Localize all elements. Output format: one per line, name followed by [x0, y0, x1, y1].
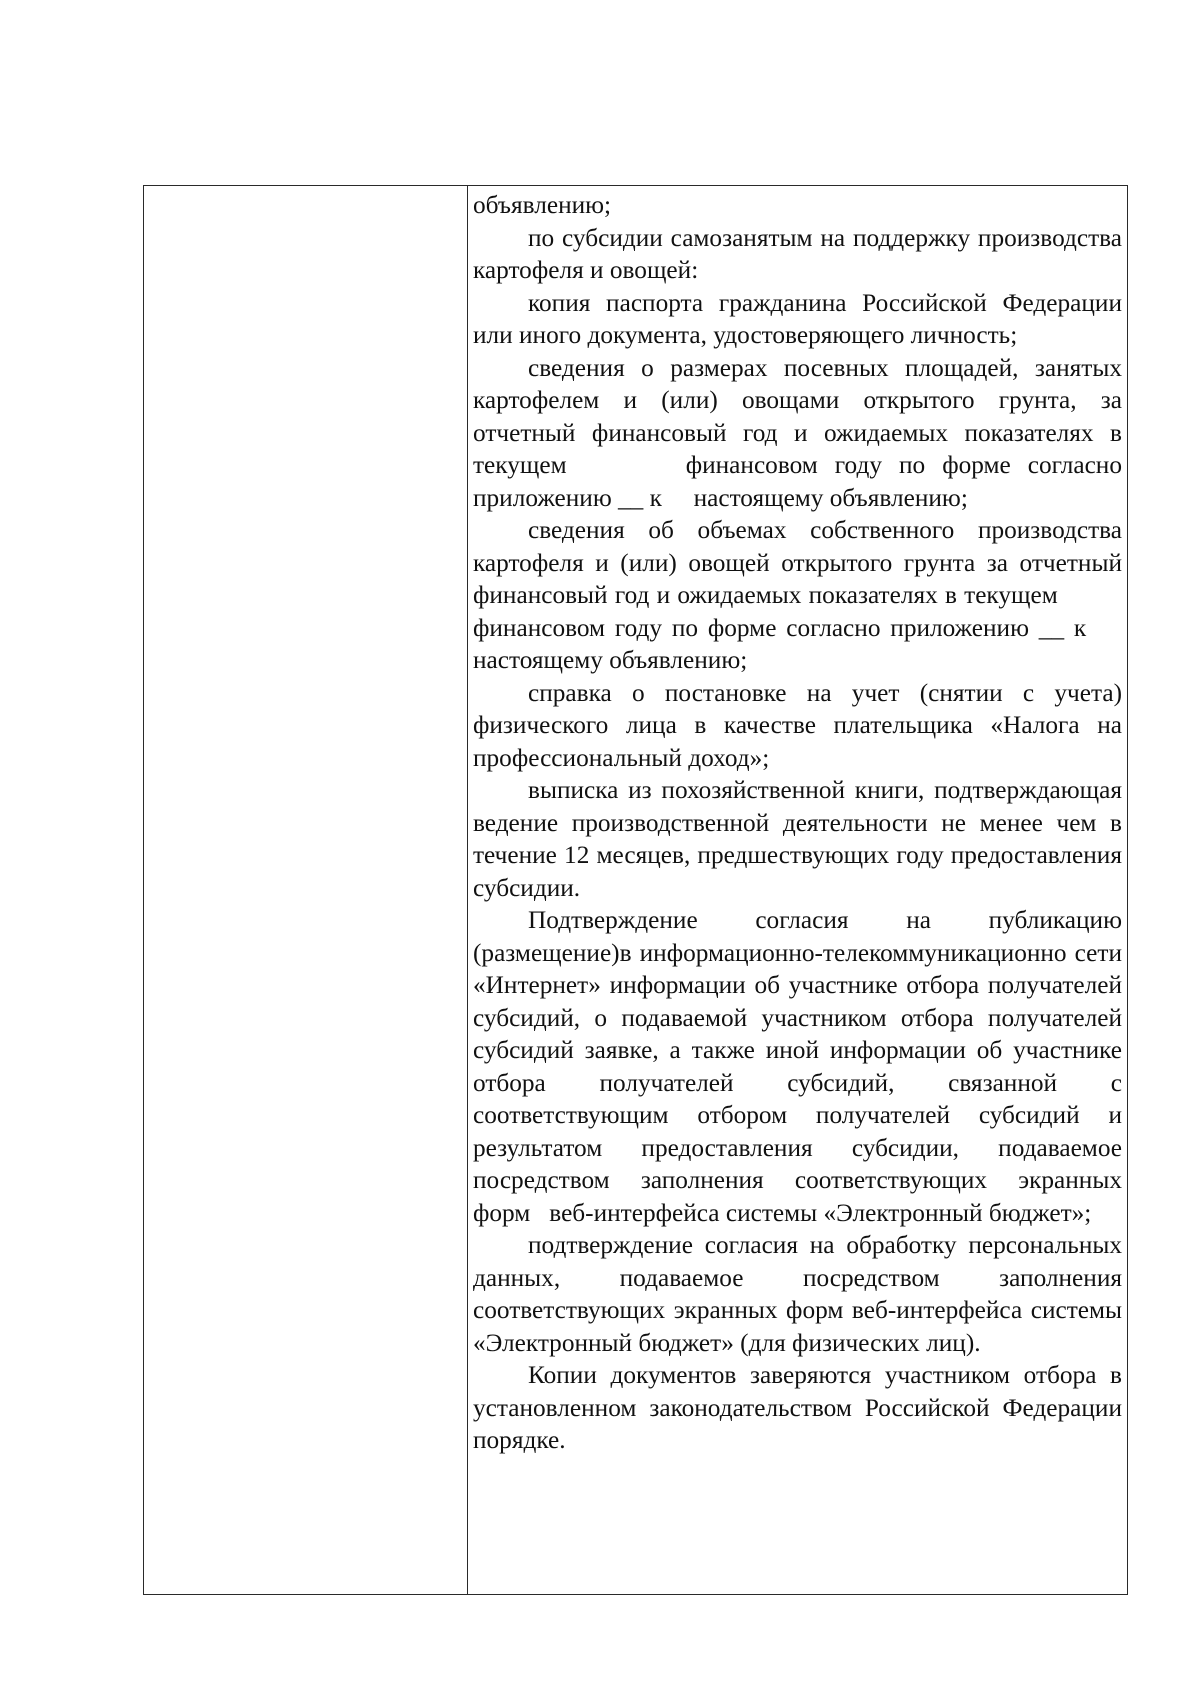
paragraph-household-book-extract: выписка из похозяйственной книги, подтверждающая ведение производственной деятельности не менее чем в течение 12 месяцев, предшествующих году предоставления субсидии.	[473, 776, 1122, 902]
table-right-cell	[468, 186, 1127, 1594]
paragraph-selfemployed-subsidy-heading: по субсидии самозанятым на поддержку производства картофеля и овощей:	[473, 223, 1122, 284]
paragraph-ending-previous: объявлению;	[473, 191, 612, 219]
paragraph-copies-certification: Копии документов заверяются участником отбора в установленном законодательством Российской Федерации порядке.	[473, 1361, 1122, 1454]
table-left-cell	[144, 186, 468, 1594]
paragraph-tax-registration-certificate: справка о постановке на учет (снятии с учета) физического лица в качестве плательщика «Налога на профессиональный доход»;	[473, 678, 1122, 772]
paragraph-personal-data-consent: подтверждение согласия на обработку персональных данных, подаваемое посредством заполнения соответствующих экранных форм веб-интерфейса системы «Электронный бюджет» (для физических лиц).	[473, 1231, 1122, 1357]
paragraph-passport-copy: копия паспорта гражданина Российской Федерации или иного документа, удостоверяющего личность;	[473, 288, 1122, 349]
paragraph-production-volume-info: сведения об объемах собственного производства картофеля и (или) овощей открытого грунта за отчетный финансовый год и ожидаемых показателях в текущем финансовом году по форме согласно приложению __ к настоящему объявлению;	[473, 516, 1122, 674]
paragraph-publication-consent: Подтверждение согласия на публикацию (размещение)в информационно-телекоммуникационно сети «Интернет» информации об участнике отбора получателей субсидий, о подаваемой участником отбора получателей субсидий заявке, а также иной информации об участнике отбора получателей субсидий, связанной с соответствующим отбором получателей субсидий и результатом предоставления субсидии, подаваемое посредством заполнения соответствующих экранных форм веб-интерфейса системы «Электронный бюджет»;	[473, 906, 1122, 1227]
paragraph-sown-area-info: сведения о размерах посевных площадей, занятых картофелем и (или) овощами открытого грунта, за отчетный финансовый год и ожидаемых показателях в текущем финансовом году по форме согласно приложению __ к настоящему объявлению;	[473, 353, 1122, 512]
requirements-table	[143, 185, 1128, 1595]
